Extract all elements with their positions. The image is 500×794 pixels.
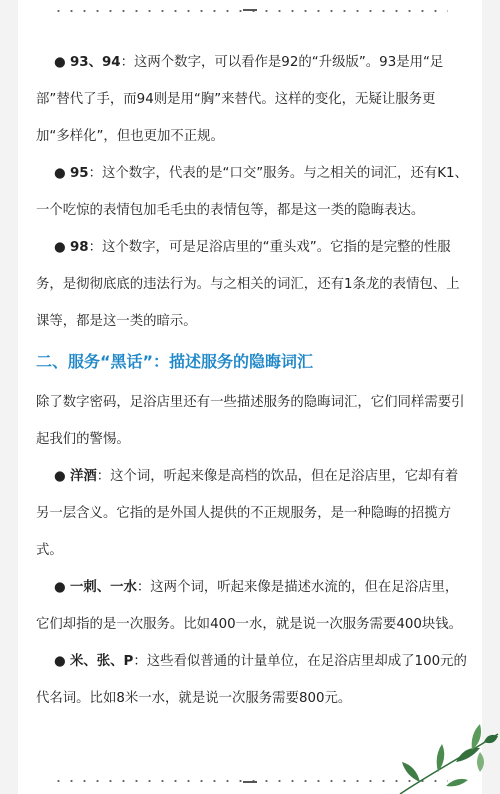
definition: ：这个词，听起来像是高档的饮品，但在足浴店里，它却有着另一层含义。它指的是外国人提供的不正规服务，是一种隐晦的招揽方式。 xyxy=(36,469,459,558)
list-item-93-94 xyxy=(36,44,468,155)
definition: ：这个数字，可是足浴店里的“重头戏”。它指的是完整的性服务，是彻彻底底的违法行为。与之相关的词汇，还有1条龙的表情包、上课等，都是这一类的暗示。 xyxy=(36,240,460,329)
definition: ：这两个词，听起来像是描述水流的，但在足浴店里，它们却指的是一次服务。比如400一水，就是说一次服务需要400块钱。 xyxy=(36,580,463,632)
section-heading: 二、服务“黑话”：描述服务的隐晦词汇 xyxy=(36,352,314,371)
term: 米、张、P xyxy=(69,654,134,669)
leaf-vine-decoration xyxy=(380,694,500,794)
bullet-dot-icon: ● xyxy=(54,469,66,484)
bullet-dot-icon: ● xyxy=(54,166,66,181)
article-content xyxy=(36,44,468,717)
bullet-dot-icon: ● xyxy=(54,580,66,595)
term: 98 xyxy=(69,240,89,255)
section-intro: 除了数字密码，足浴店里还有一些描述服务的隐晦词汇，它们同样需要引起我们的警惕。 xyxy=(36,395,465,447)
bullet-dot-icon: ● xyxy=(54,55,66,70)
term: 一刺、一水 xyxy=(69,580,137,595)
definition: ：这个数字，代表的是“口交”服务。与之相关的词汇，还有K1、一个吃惊的表情包加毛毛虫的表情包等，都是这一类的隐晦表达。 xyxy=(36,166,468,218)
list-item-98 xyxy=(36,229,468,340)
list-item-yici-yishui xyxy=(36,569,468,643)
definition: ：这两个数字，可以看作是92的“升级版”。93是用“足部”替代了手，而94则是用“胸”来替代。这样的变化，无疑让服务更加“多样化”，但也更加不正规。 xyxy=(36,55,444,144)
term: 洋酒 xyxy=(69,469,97,484)
list-item-95 xyxy=(36,155,468,229)
bullet-dot-icon: ● xyxy=(54,240,66,255)
definition: ：这些看似普通的计量单位，在足浴店里却成了100元的代名词。比如8米一水，就是说一次服务需要800元。 xyxy=(36,654,467,706)
bullet-dot-icon: ● xyxy=(54,654,66,669)
bottom-center-dash xyxy=(243,781,257,783)
term: 93、94 xyxy=(69,55,121,70)
top-center-dash xyxy=(243,9,257,11)
term: 95 xyxy=(69,166,89,181)
list-item-yangjiu xyxy=(36,458,468,569)
